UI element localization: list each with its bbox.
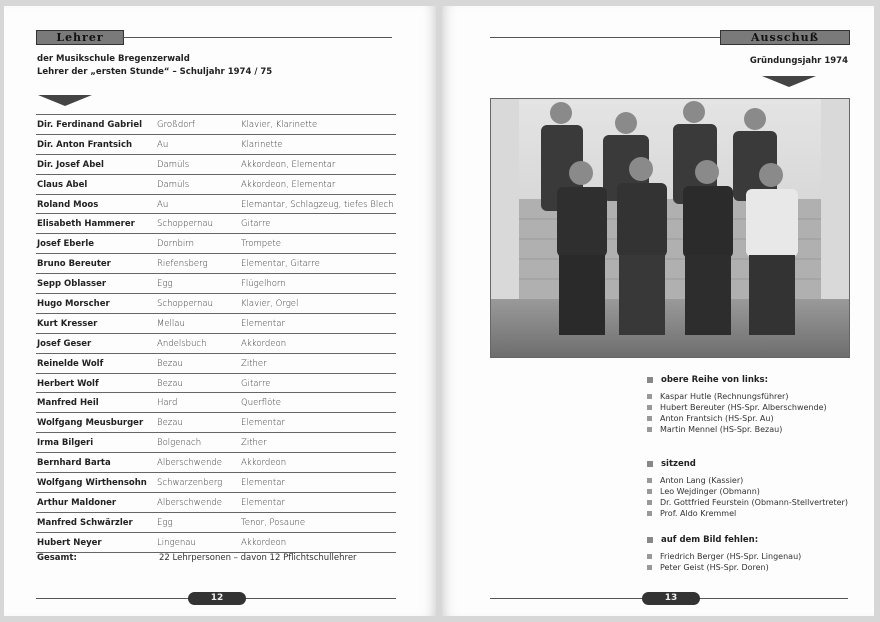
- teacher-place: Damüls: [157, 179, 190, 190]
- bullet-square-icon: [647, 377, 653, 383]
- table-row: [36, 433, 396, 453]
- list-item: [647, 424, 827, 435]
- bullet-square-icon: [647, 489, 652, 494]
- list-item-text: Hubert Bereuter (HS-Spr. Alberschwende): [660, 403, 827, 412]
- list-item-text: Anton Lang (Kassier): [660, 476, 744, 485]
- teacher-instrument: Zither: [241, 358, 267, 369]
- teacher-name: Arthur Maldoner: [37, 497, 117, 508]
- teacher-name: Herbert Wolf: [37, 378, 99, 389]
- teacher-place: Damüls: [157, 159, 190, 170]
- list-item: [647, 391, 827, 402]
- teacher-name: Josef Eberle: [37, 239, 95, 250]
- table-row: [36, 374, 396, 394]
- teacher-instrument: Elementar: [241, 497, 285, 508]
- list-item-text: Anton Frantsich (HS-Spr. Au): [660, 414, 774, 423]
- teacher-place: Schoppernau: [157, 299, 214, 310]
- teacher-place: Egg: [157, 279, 173, 290]
- teacher-instrument: Gitarre: [241, 378, 271, 389]
- list-item: [647, 497, 848, 508]
- teacher-place: Lingenau: [157, 537, 196, 548]
- list-item: [647, 562, 801, 573]
- list-item: [647, 508, 848, 519]
- bullet-square-icon: [647, 500, 652, 505]
- teacher-place: Bezau: [157, 358, 183, 369]
- teacher-place: Schwarzenberg: [157, 478, 223, 489]
- left-subtitle: [37, 53, 272, 79]
- list-item: [647, 486, 848, 497]
- table-row: [36, 195, 396, 215]
- triangle-marker: [38, 95, 92, 106]
- teacher-name: Kurt Kresser: [37, 318, 98, 329]
- table-row: [36, 234, 396, 254]
- teacher-instrument: Klavier, Orgel: [241, 299, 299, 310]
- teacher-place: Schoppernau: [157, 219, 214, 230]
- subtitle-line-2: Lehrer der „ersten Stunde“ – Schuljahr 1974 / 75: [37, 67, 273, 77]
- teacher-name: Roland Moos: [37, 199, 99, 210]
- list-item: [647, 402, 827, 413]
- teacher-name: Manfred Schwärzler: [37, 517, 133, 528]
- right-subtitle: Gründungsjahr 1974: [749, 56, 848, 66]
- teacher-name: Dir. Josef Abel: [37, 159, 104, 170]
- table-row: [36, 413, 396, 433]
- subtitle-line-1: der Musikschule Bregenzerwald: [37, 54, 190, 64]
- teacher-place: Hard: [157, 398, 178, 409]
- table-row: [36, 114, 396, 135]
- bullet-square-icon: [647, 511, 652, 516]
- bullet-square-icon: [647, 461, 653, 467]
- teacher-instrument: Klarinette: [241, 139, 283, 150]
- table-row: [36, 473, 396, 493]
- table-row: [36, 393, 396, 413]
- teacher-name: Dir. Ferdinand Gabriel: [37, 120, 143, 130]
- table-row: [36, 354, 396, 374]
- bullet-square-icon: [647, 405, 652, 410]
- committee-section: [647, 374, 827, 435]
- teacher-place: Au: [157, 199, 169, 210]
- committee-photo: [490, 98, 850, 358]
- list-item-text: Kaspar Hutle (Rechnungsführer): [660, 392, 789, 401]
- teacher-place: Bezau: [157, 418, 183, 429]
- table-row: [36, 135, 396, 155]
- teacher-instrument: Elementar, Gitarre: [241, 259, 320, 270]
- teacher-instrument: Tenor, Posaune: [241, 517, 306, 528]
- list-item: [647, 475, 848, 486]
- left-page: [4, 6, 436, 616]
- teacher-name: Hugo Morscher: [37, 299, 110, 310]
- teacher-place: Au: [157, 139, 169, 150]
- teacher-name: Manfred Heil: [37, 398, 99, 409]
- group-photo-illustration: [491, 99, 849, 357]
- section-title-text: auf dem Bild fehlen:: [661, 535, 759, 545]
- teacher-instrument: Elementar: [241, 318, 285, 329]
- total-value: 22 Lehrpersonen – davon 12 Pflichtschullehrer: [159, 553, 357, 563]
- teacher-name: Wolfgang Wirthensohn: [37, 478, 147, 489]
- teacher-place: Bezau: [157, 378, 183, 389]
- teacher-place: Großdorf: [157, 120, 195, 130]
- bullet-square-icon: [647, 537, 653, 543]
- total-label: Gesamt:: [37, 553, 77, 563]
- teacher-place: Alberschwende: [157, 458, 222, 469]
- lehrer-header: Lehrer: [36, 30, 124, 45]
- table-row: [36, 533, 396, 553]
- teacher-name: Josef Geser: [37, 338, 92, 349]
- table-row: [36, 453, 396, 473]
- ausschuss-header: Ausschuß: [720, 30, 850, 45]
- teacher-name: Hubert Neyer: [37, 537, 102, 548]
- section-title: [647, 458, 848, 470]
- table-row: [36, 493, 396, 513]
- teacher-place: Alberschwende: [157, 497, 222, 508]
- teacher-place: Egg: [157, 517, 173, 528]
- list-item: [647, 413, 827, 424]
- teacher-place: Riefensberg: [157, 259, 208, 270]
- teacher-instrument: Klavier, Klarinette: [241, 120, 318, 130]
- teacher-name: Bruno Bereuter: [37, 259, 111, 270]
- teacher-name: Elisabeth Hammerer: [37, 219, 135, 230]
- section-title-text: obere Reihe von links:: [661, 375, 768, 385]
- header-rule: [122, 37, 392, 38]
- table-row: [36, 513, 396, 533]
- teacher-name: Wolfgang Meusburger: [37, 418, 144, 429]
- teacher-place: Andelsbuch: [157, 338, 207, 349]
- bullet-square-icon: [647, 416, 652, 421]
- table-row: [36, 274, 396, 294]
- table-row: [36, 214, 396, 234]
- page-number: 13: [642, 592, 700, 605]
- teacher-place: Bolgenach: [157, 438, 202, 449]
- bullet-square-icon: [647, 554, 652, 559]
- triangle-marker: [762, 76, 816, 87]
- section-title-text: sitzend: [661, 459, 696, 469]
- teacher-instrument: Querflöte: [241, 398, 281, 409]
- page-number: 12: [188, 592, 246, 605]
- teacher-instrument: Akkordeon, Elementar: [241, 159, 336, 170]
- bullet-square-icon: [647, 394, 652, 399]
- bullet-square-icon: [647, 427, 652, 432]
- list-item-text: Martin Mennel (HS-Spr. Bezau): [660, 425, 783, 434]
- teacher-instrument: Elementar: [241, 418, 285, 429]
- teacher-place: Mellau: [157, 318, 185, 329]
- teacher-instrument: Elemantar, Schlagzeug, tiefes Blech: [241, 199, 394, 210]
- teacher-name: Claus Abel: [37, 179, 88, 190]
- teacher-name: Sepp Oblasser: [37, 279, 107, 290]
- teacher-instrument: Flügelhorn: [241, 279, 286, 290]
- right-page: [442, 6, 874, 616]
- committee-section: [647, 534, 801, 573]
- table-row: [36, 254, 396, 274]
- teacher-instrument: Gitarre: [241, 219, 271, 230]
- list-item-text: Peter Geist (HS-Spr. Doren): [660, 563, 769, 572]
- bullet-square-icon: [647, 478, 652, 483]
- teacher-instrument: Akkordeon: [241, 458, 287, 469]
- teacher-instrument: Elementar: [241, 478, 285, 489]
- table-row: [36, 155, 396, 175]
- list-item: [647, 551, 801, 562]
- list-item-text: Leo Wejdinger (Obmann): [660, 487, 760, 496]
- teacher-instrument: Akkordeon, Elementar: [241, 179, 336, 190]
- table-row: [36, 334, 396, 354]
- bullet-square-icon: [647, 565, 652, 570]
- list-item-text: Prof. Aldo Kremmel: [660, 509, 737, 518]
- teacher-name: Irma Bilgeri: [37, 438, 94, 449]
- teacher-instrument: Trompete: [241, 239, 281, 250]
- teacher-name: Reinelde Wolf: [37, 358, 104, 369]
- teacher-instrument: Akkordeon: [241, 537, 287, 548]
- list-item-text: Friedrich Berger (HS-Spr. Lingenau): [660, 552, 802, 561]
- section-title: [647, 374, 827, 386]
- committee-section: [647, 458, 848, 519]
- list-item-text: Dr. Gottfried Feurstein (Obmann-Stellvertreter): [660, 498, 848, 507]
- teacher-instrument: Akkordeon: [241, 338, 287, 349]
- teacher-instrument: Zither: [241, 438, 267, 449]
- teacher-name: Dir. Anton Frantsich: [37, 139, 133, 150]
- table-row: [36, 294, 396, 314]
- teacher-table: [36, 114, 396, 553]
- teacher-place: Dornbirn: [157, 239, 194, 250]
- section-title: [647, 534, 801, 546]
- teacher-name: Bernhard Barta: [37, 458, 111, 469]
- table-row: [36, 314, 396, 334]
- table-row: [36, 175, 396, 195]
